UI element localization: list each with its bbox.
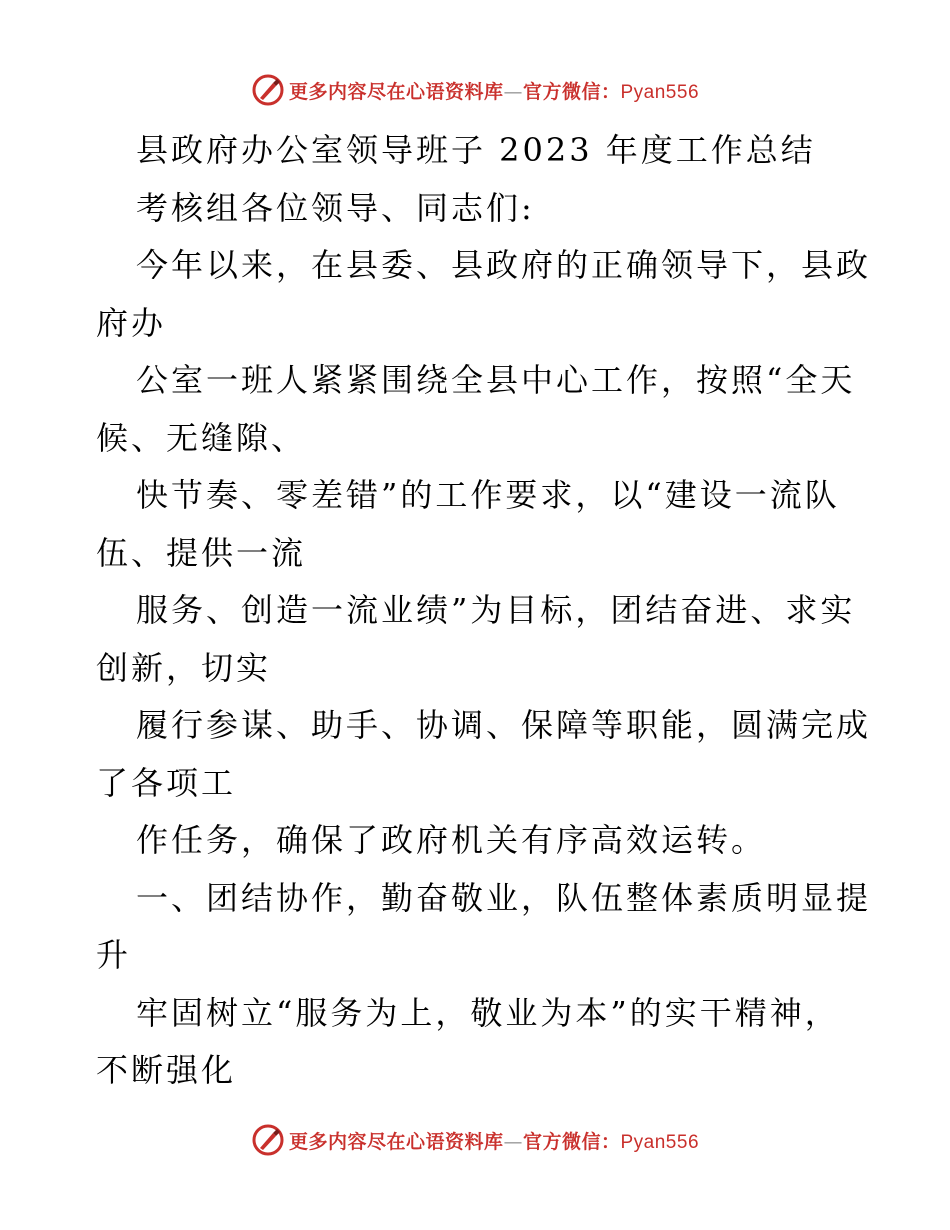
watermark-label: 官方微信： <box>522 80 621 103</box>
document-line: 快节奏、零差错”的工作要求，以“建设一流队 <box>136 476 840 514</box>
document-line: 升 <box>96 936 132 974</box>
watermark-main-text: 更多内容尽在心语资料库 <box>288 1130 504 1153</box>
watermark-wechat-id: Pyan556 <box>620 81 700 103</box>
watermark-separator: — <box>503 1130 523 1153</box>
document-line: 牢固树立“服务为上，敬业为本”的实干精神， <box>136 993 840 1032</box>
watermark-separator: — <box>503 80 523 103</box>
watermark-label: 官方微信： <box>522 1130 621 1153</box>
document-body <box>96 122 872 1100</box>
document-line: 一、团结协作，勤奋敬业，队伍整体素质明显提 <box>136 878 872 917</box>
pen-logo-icon <box>251 73 285 107</box>
document-line: 公室一班人紧紧围绕全县中心工作，按照“全天 <box>136 361 856 399</box>
watermark-text <box>289 1127 699 1154</box>
watermark-main-text: 更多内容尽在心语资料库 <box>288 80 504 103</box>
header-watermark <box>0 68 950 112</box>
pen-logo-icon <box>251 1123 285 1157</box>
document-line: 考核组各位领导、同志们: <box>136 188 535 227</box>
document-line: 服务、创造一流业绩”为目标，团结奋进、求实 <box>136 591 856 629</box>
document-line: 府办 <box>96 303 167 342</box>
document-line: 履行参谋、助手、协调、保障等职能，圆满完成 <box>136 706 872 744</box>
watermark-text <box>289 77 699 104</box>
document-line: 创新，切实 <box>96 648 272 687</box>
document-line: 伍、提供一流 <box>96 533 307 572</box>
document-line: 作任务，确保了政府机关有序高效运转。 <box>136 821 767 859</box>
document-line: 今年以来，在县委、县政府的正确领导下，县政 <box>136 246 872 284</box>
document-line: 了各项工 <box>96 763 237 802</box>
footer-watermark <box>0 1118 950 1162</box>
document-line: 候、无缝隙、 <box>96 418 307 457</box>
document-line: 不断强化 <box>96 1051 237 1089</box>
watermark-wechat-id: Pyan556 <box>620 1131 700 1153</box>
document-line: 县政府办公室领导班子 2023 年度工作总结 <box>136 131 816 169</box>
